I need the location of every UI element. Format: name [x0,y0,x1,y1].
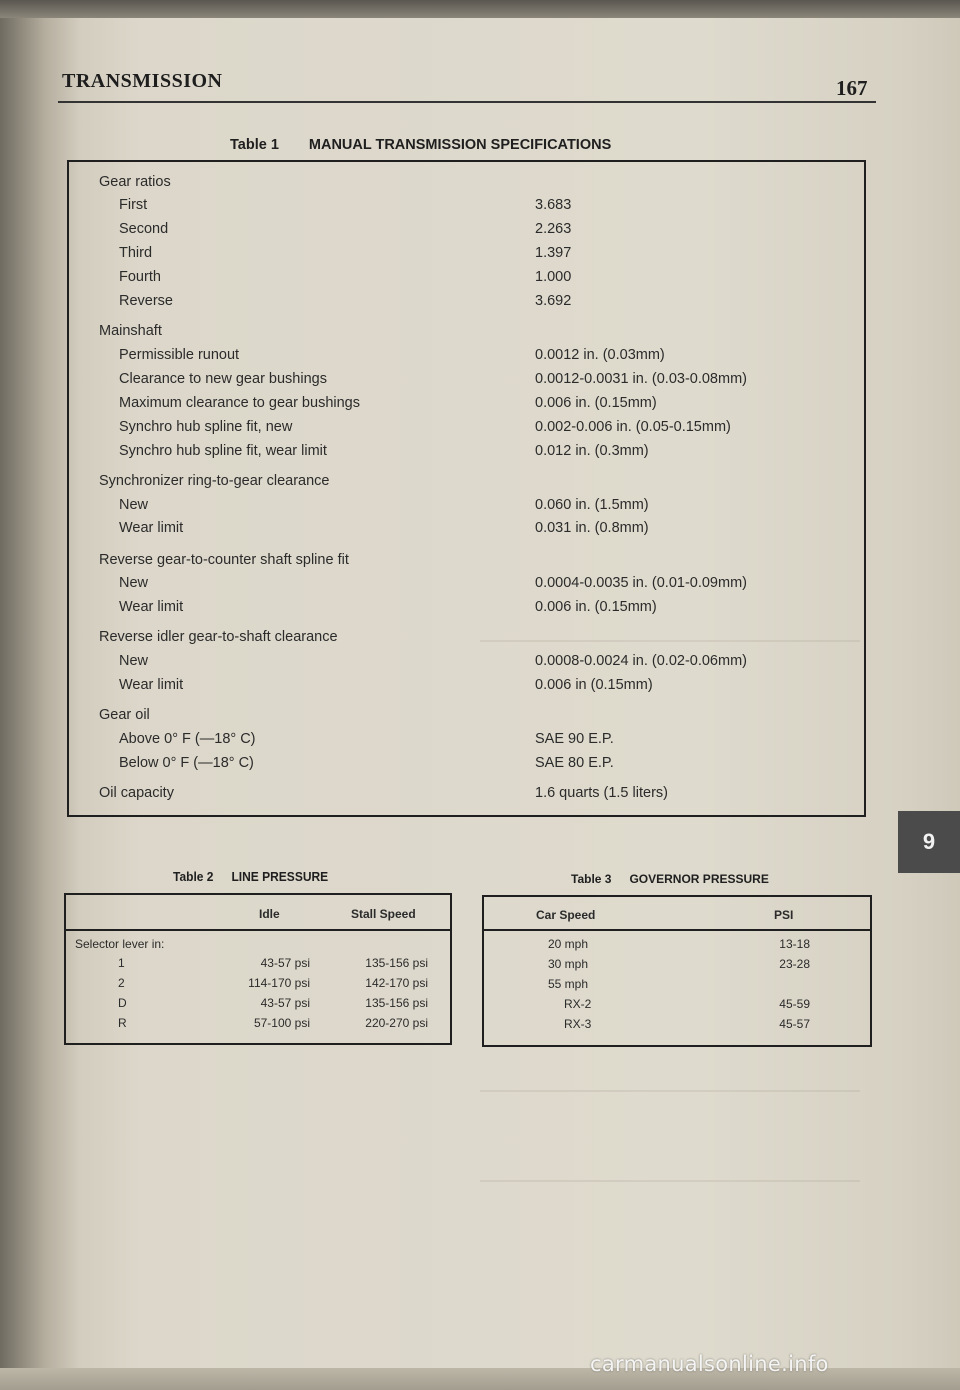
table3-psi-value: 45-57 [779,1017,810,1031]
header-rule [58,101,876,103]
table2-number: Table 2 [173,869,214,885]
table1-row-label: Permissible runout [119,347,240,363]
table1-row-label: Synchro hub spline fit, wear limit [119,443,327,459]
table1-row-label: Synchro hub spline fit, new [119,419,293,435]
table3-psi-value: 13-18 [779,937,810,951]
table1-row [69,677,864,697]
table1-row-value: 0.0008-0.0024 in. (0.02-0.06mm) [535,653,747,669]
table1-row-label: Gear oil [99,707,150,723]
table3-caption [571,872,769,886]
table3-speed: RX-3 [564,1017,592,1031]
table1-row-value: SAE 80 E.P. [535,755,614,771]
table1-row [69,497,864,517]
table3-header-rule [484,929,870,931]
table2-selector: 1 [118,956,125,970]
page-number: 167 [836,76,868,100]
table1-row-label: Reverse gear-to-counter shaft spline fit [99,552,349,568]
table2-selector: 2 [118,976,125,990]
table1-row [69,371,864,391]
table1-row [69,473,864,493]
table1-row-value: 0.006 in. (0.15mm) [535,395,657,411]
table2-stall-value: 135-156 psi [365,996,428,1010]
table1-row-label: Mainshaft [99,323,162,339]
table1-row [69,755,864,775]
running-head: TRANSMISSION [62,70,223,92]
table1-row-value: 0.0012 in. (0.03mm) [535,347,665,363]
table3-speed: 30 mph [548,957,589,971]
table3-header-speed: Car Speed [536,908,596,922]
table3-speed: 20 mph [548,937,589,951]
table1-row-value: 3.683 [535,197,572,213]
table2-idle-value: 57-100 psi [253,1016,310,1030]
table1-row [69,629,864,649]
chapter-tab: 9 [898,811,960,873]
table1-row-value: 3.692 [535,293,572,309]
table1-row [69,707,864,727]
table1-row-label: Reverse idler gear-to-shaft clearance [99,629,338,645]
table1-row-label: Reverse [119,293,173,309]
table3-number: Table 3 [571,872,612,886]
table1-row [69,731,864,751]
table1-row-value: 0.006 in (0.15mm) [535,677,653,693]
table1-row-value: 0.0012-0.0031 in. (0.03-0.08mm) [535,371,747,387]
table2-idle-value: 43-57 psi [260,956,310,970]
table1-row [69,785,864,805]
table1-row-value: 1.397 [535,245,572,261]
table1-row-label: Second [119,221,169,237]
table1-row-value: SAE 90 E.P. [535,731,614,747]
table1-row-label: New [119,575,149,591]
table1-row-value: 1.6 quarts (1.5 liters) [535,785,668,801]
table3-speed: 55 mph [548,977,589,991]
table1-row [69,293,864,313]
table1-row [69,245,864,265]
table3-psi-value: 23-28 [779,957,810,971]
table3-header-psi: PSI [774,908,794,922]
table2-idle-value: 114-170 psi [248,976,310,990]
table1-row-value: 2.263 [535,221,572,237]
table2-line-pressure [64,893,452,1045]
table1-number: Table 1 [230,137,279,153]
table1-row-value: 0.060 in. (1.5mm) [535,497,649,513]
table3-speed: RX-2 [564,997,592,1011]
table2-stall-value: 220-270 psi [365,1016,428,1030]
table1-row [69,653,864,673]
table1-row [69,419,864,439]
table1-row-value: 0.002-0.006 in. (0.05-0.15mm) [535,419,731,435]
table2-header-rule [66,929,450,931]
table1-row-label: Fourth [119,269,161,285]
table1-row-label: Wear limit [119,677,184,693]
table1-specifications [67,160,866,817]
watermark: carmanualsonline.info [590,1352,829,1376]
table2-stall-value: 142-170 psi [365,976,428,990]
table2-header-idle: Idle [259,907,280,921]
table1-row-label: Clearance to new gear bushings [119,371,327,387]
table1-row-value: 0.012 in. (0.3mm) [535,443,649,459]
table1-row-label: Third [119,245,153,261]
table2-caption [173,870,328,885]
table3-title: GOVERNOR PRESSURE [629,872,769,886]
table1-row-label: Maximum clearance to gear bushings [119,395,360,411]
table2-group-label: Selector lever in: [75,937,165,951]
table1-row-value: 0.0004-0.0035 in. (0.01-0.09mm) [535,575,747,591]
table1-caption [230,137,611,153]
table1-row-label: Synchronizer ring-to-gear clearance [99,473,330,489]
table1-row [69,552,864,572]
table1-row-label: Wear limit [119,599,184,615]
table1-row-value: 0.006 in. (0.15mm) [535,599,657,615]
table1-row-label: Oil capacity [99,785,174,801]
table1-row [69,221,864,241]
bleed-through [480,1090,860,1092]
table1-row [69,575,864,595]
table1-row-value: 1.000 [535,269,572,285]
table1-row [69,599,864,619]
table2-stall-value: 135-156 psi [365,956,428,970]
table2-selector: D [118,996,127,1010]
table1-title: MANUAL TRANSMISSION SPECIFICATIONS [308,137,612,153]
table1-row-label: Below 0° F (—18° C) [119,755,254,771]
table1-row [69,323,864,343]
table2-title: LINE PRESSURE [231,869,329,885]
table1-row-label: Above 0° F (—18° C) [119,731,256,747]
table1-row-label: First [119,197,148,213]
table1-row-value: 0.031 in. (0.8mm) [535,520,649,536]
scan-top-edge [0,0,960,18]
table2-idle-value: 43-57 psi [260,996,310,1010]
table1-row [69,174,864,194]
table2-selector: R [118,1016,127,1030]
table2-header-stall: Stall Speed [351,907,416,921]
table1-row [69,395,864,415]
table1-row [69,347,864,367]
table3-psi-value: 45-59 [779,997,810,1011]
table1-row [69,520,864,540]
table1-row-label: New [119,653,149,669]
table1-row [69,197,864,217]
table1-row [69,269,864,289]
table1-row-label: New [119,497,149,513]
table1-row-label: Wear limit [119,520,184,536]
table3-governor-pressure [482,895,872,1047]
bleed-through [480,1180,860,1182]
table1-row-label: Gear ratios [99,174,171,190]
table1-row [69,443,864,463]
